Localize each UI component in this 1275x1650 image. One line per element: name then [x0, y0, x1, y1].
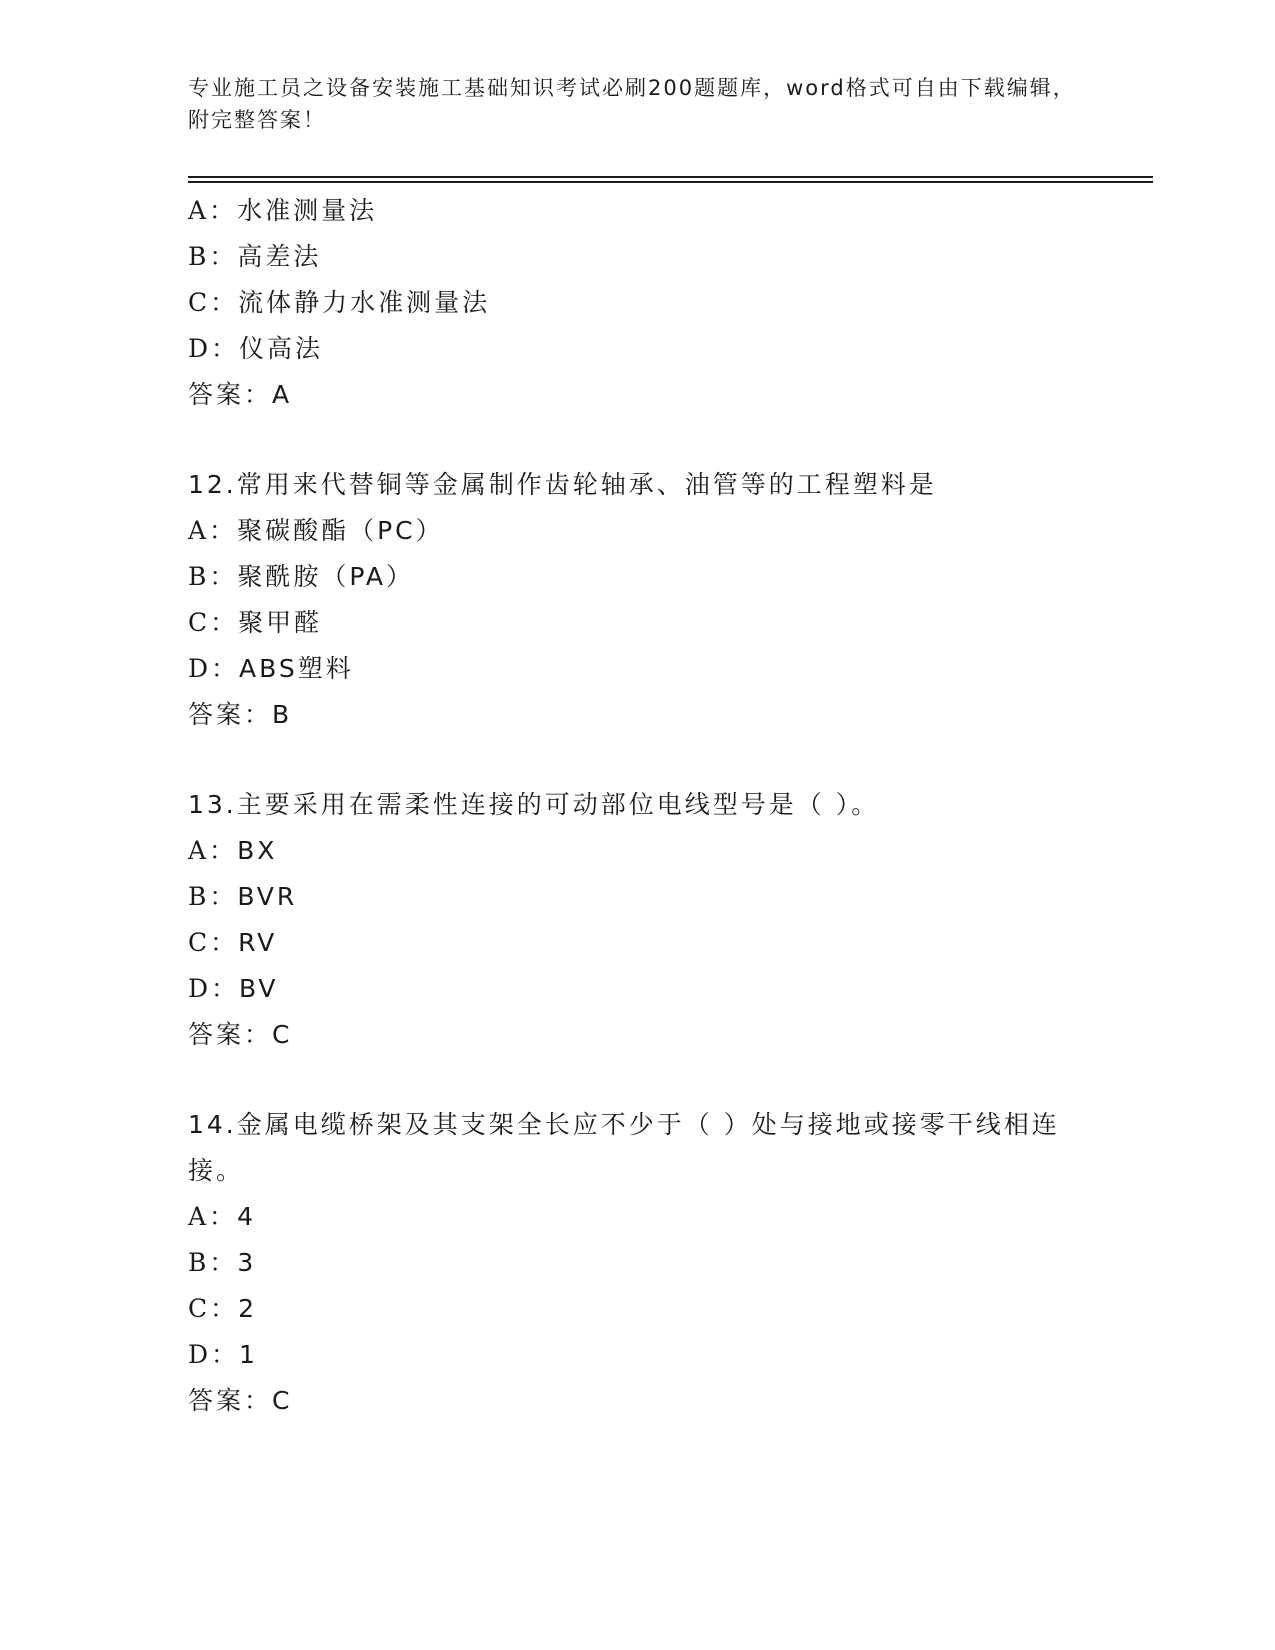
question-gap	[188, 738, 1088, 782]
document-header	[188, 72, 1078, 136]
question-list	[188, 188, 1088, 1424]
option-a	[188, 828, 1088, 874]
question-text: 13.主要采用在需柔性连接的可动部位电线型号是（ ）。	[188, 790, 880, 819]
option-text: 3	[237, 1248, 257, 1277]
option-text: BVR	[237, 882, 298, 911]
question-text: 14.金属电缆桥架及其支架全长应不少于（ ）处与接地或接零干线相连接。	[188, 1110, 1060, 1185]
option-label: C：	[188, 928, 239, 957]
option-text: 聚碳酸酯（PC）	[237, 516, 444, 545]
option-text: 4	[237, 1202, 256, 1231]
option-text: 2	[238, 1294, 258, 1323]
document-title: 专业施工员之设备安装施工基础知识考试必刷200题题库，word格式可自由下载编辑，附完整答案！	[188, 76, 1076, 132]
option-c	[188, 920, 1088, 966]
option-label: B：	[188, 882, 238, 911]
option-d	[188, 646, 1088, 692]
option-text: 1	[239, 1340, 258, 1369]
option-text: BV	[239, 974, 279, 1003]
option-text: RV	[238, 928, 278, 957]
option-text: 高差法	[237, 242, 322, 271]
option-label: C：	[188, 608, 239, 637]
question-gap	[188, 1058, 1088, 1102]
option-label: A：	[188, 836, 238, 865]
option-d	[188, 1332, 1088, 1378]
option-text: 仪高法	[239, 334, 324, 363]
question-text: 12.常用来代替铜等金属制作齿轮轴承、油管等的工程塑料是	[188, 470, 937, 499]
question-block-12	[188, 462, 1088, 738]
option-label: B：	[188, 242, 238, 271]
option-text: ABS塑料	[239, 654, 354, 683]
header-rule-bottom	[188, 181, 1153, 183]
answer: 答案：A	[188, 380, 293, 409]
option-text: 聚酰胺（PA）	[237, 562, 414, 591]
option-c	[188, 1286, 1088, 1332]
option-label: C：	[188, 288, 239, 317]
option-label: D：	[188, 334, 240, 363]
option-label: A：	[188, 516, 238, 545]
option-label: B：	[188, 1248, 238, 1277]
option-text: 流体静力水准测量法	[238, 288, 491, 317]
option-b	[188, 1240, 1088, 1286]
option-label: B：	[188, 562, 238, 591]
question-block-partial	[188, 188, 1088, 418]
header-rule-top	[188, 176, 1153, 178]
option-d	[188, 966, 1088, 1012]
answer: 答案：C	[188, 1020, 293, 1049]
option-b	[188, 234, 1088, 280]
option-a	[188, 1194, 1088, 1240]
option-label: D：	[188, 1340, 240, 1369]
answer: 答案：B	[188, 700, 293, 729]
option-b	[188, 554, 1088, 600]
option-d	[188, 326, 1088, 372]
option-label: A：	[188, 1202, 238, 1231]
option-a	[188, 508, 1088, 554]
option-label: D：	[188, 654, 240, 683]
answer: 答案：C	[188, 1386, 293, 1415]
option-c	[188, 600, 1088, 646]
option-label: A：	[188, 196, 238, 225]
option-a	[188, 188, 1088, 234]
question-block-13	[188, 782, 1088, 1058]
option-text: 水准测量法	[237, 196, 378, 225]
option-text: BX	[237, 836, 278, 865]
option-b	[188, 874, 1088, 920]
option-label: D：	[188, 974, 240, 1003]
option-label: C：	[188, 1294, 239, 1323]
question-gap	[188, 418, 1088, 462]
option-text: 聚甲醛	[238, 608, 323, 637]
question-block-14	[188, 1102, 1088, 1424]
option-c	[188, 280, 1088, 326]
